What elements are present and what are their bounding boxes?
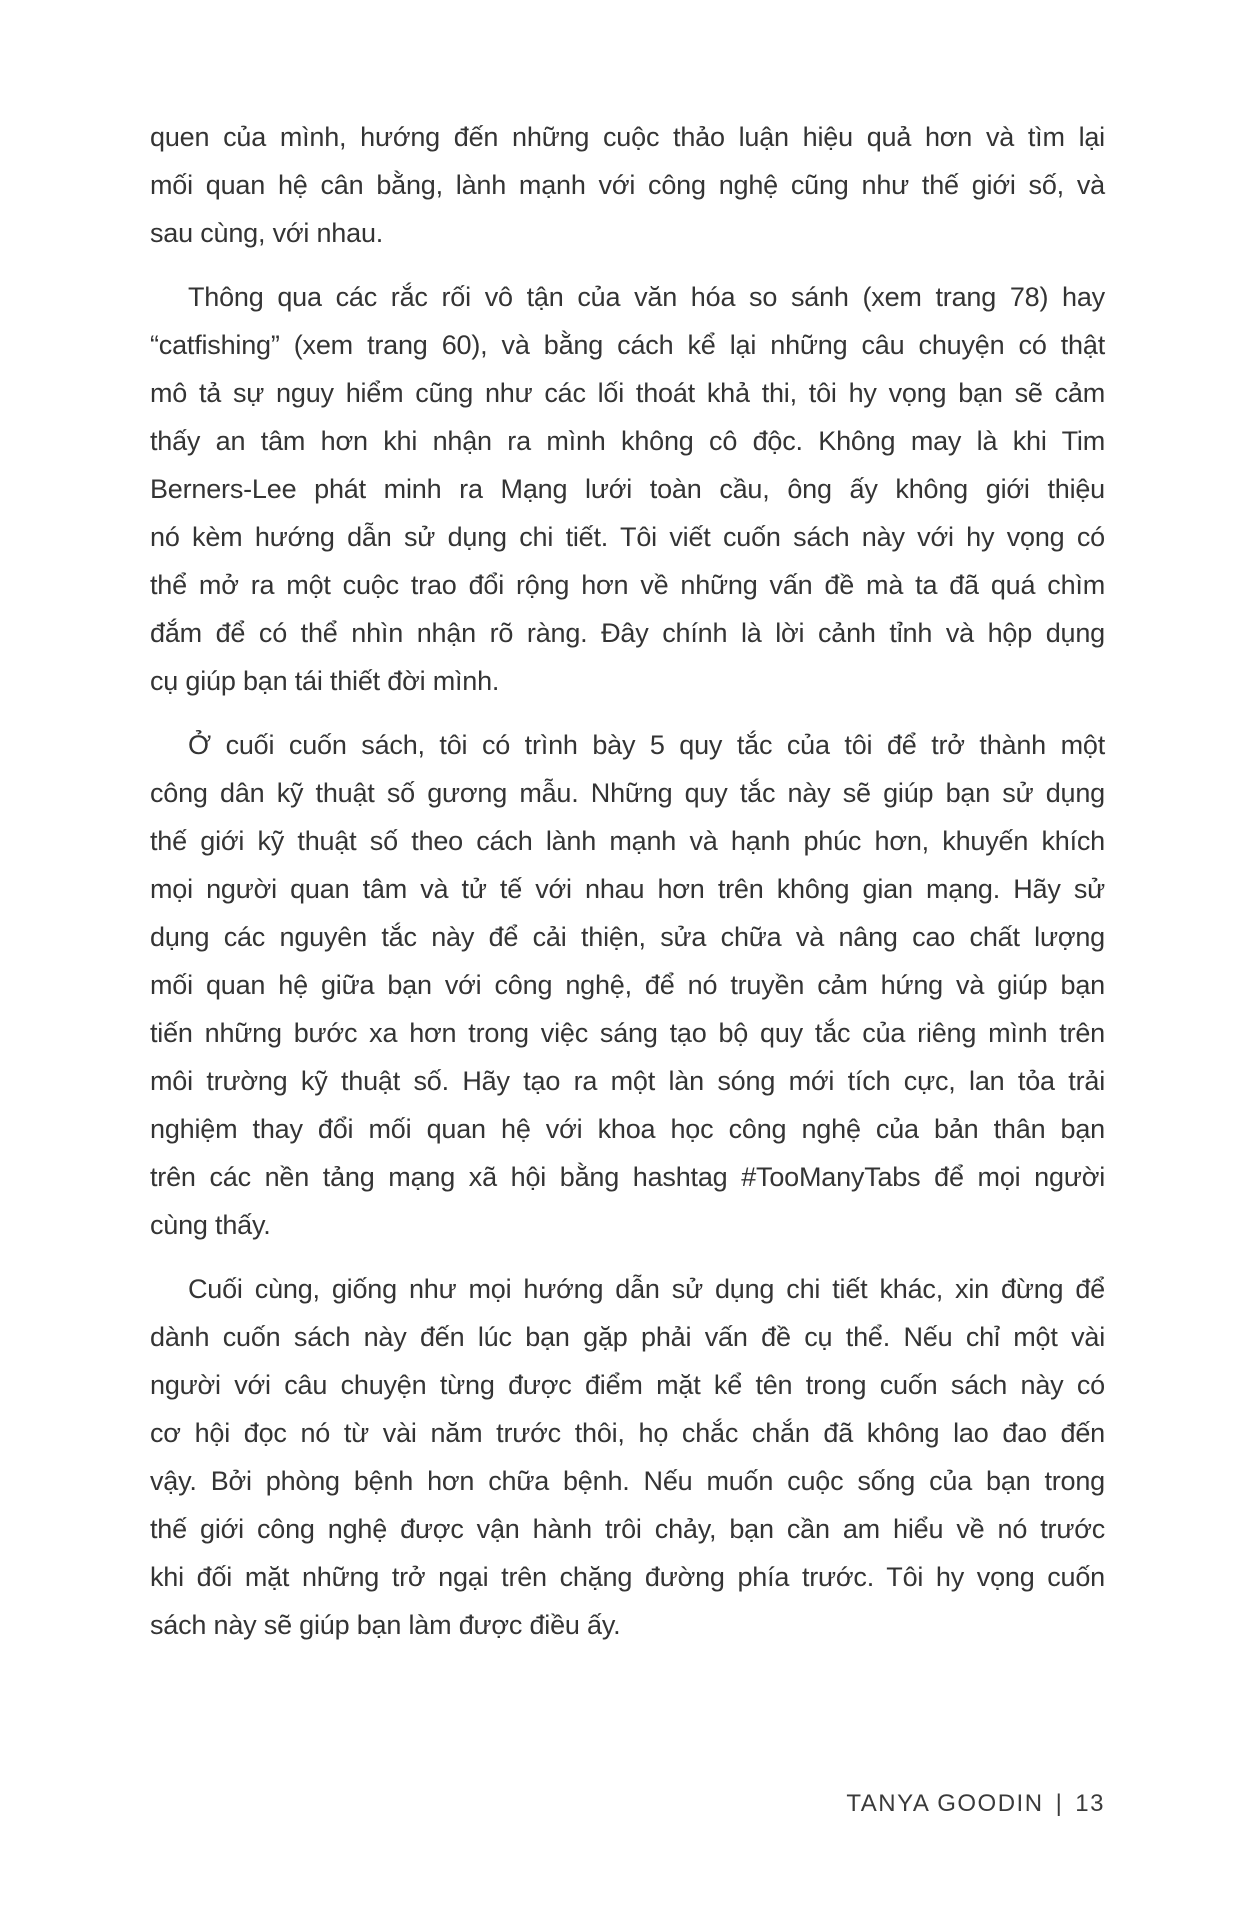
paragraph (150, 273, 1105, 705)
text-line: người với câu chuyện từng được điểm mặt kể tên trong cuốn sách này có (150, 1370, 1105, 1400)
text-line: công dân kỹ thuật số gương mẫu. Những quy tắc này sẽ giúp bạn sử dụng (150, 778, 1105, 808)
text-line: thấy an tâm hơn khi nhận ra mình không cô độc. Không may là khi Tim (150, 426, 1105, 456)
text-line: cơ hội đọc nó từ vài năm trước thôi, họ chắc chắn đã không lao đao đến (150, 1418, 1105, 1448)
footer-separator: | (1055, 1790, 1064, 1817)
text-line: đắm để có thể nhìn nhận rõ ràng. Đây chính là lời cảnh tỉnh và hộp dụng (150, 618, 1105, 648)
text-line: “catfishing” (xem trang 60), và bằng cách kể lại những câu chuyện có thật (150, 330, 1105, 360)
text-line: sách này sẽ giúp bạn làm được điều ấy. (150, 1610, 621, 1640)
page-number: 13 (1075, 1790, 1105, 1817)
text-line: Berners-Lee phát minh ra Mạng lưới toàn cầu, ông ấy không giới thiệu (150, 474, 1105, 504)
text-line: tiến những bước xa hơn trong việc sáng tạo bộ quy tắc của riêng mình trên (150, 1018, 1105, 1048)
text-line: dụng các nguyên tắc này để cải thiện, sửa chữa và nâng cao chất lượng (150, 922, 1105, 952)
text-line: khi đối mặt những trở ngại trên chặng đường phía trước. Tôi hy vọng cuốn (150, 1562, 1105, 1592)
text-line: Ở cuối cuốn sách, tôi có trình bày 5 quy tắc của tôi để trở thành một (188, 730, 1105, 760)
text-line: cụ giúp bạn tái thiết đời mình. (150, 666, 500, 696)
paragraph (150, 1265, 1105, 1649)
text-line: nghiệm thay đổi mối quan hệ với khoa học công nghệ của bản thân bạn (150, 1114, 1105, 1144)
text-line: cùng thấy. (150, 1210, 271, 1240)
text-line: vậy. Bởi phòng bệnh hơn chữa bệnh. Nếu muốn cuộc sống của bạn trong (150, 1466, 1105, 1496)
text-line: thể mở ra một cuộc trao đổi rộng hơn về những vấn đề mà ta đã quá chìm (150, 570, 1105, 600)
text-line: thế giới công nghệ được vận hành trôi chảy, bạn cần am hiểu về nó trước (150, 1514, 1105, 1544)
text-line: mọi người quan tâm và tử tế với nhau hơn trên không gian mạng. Hãy sử (150, 874, 1105, 904)
text-line: dành cuốn sách này đến lúc bạn gặp phải vấn đề cụ thể. Nếu chỉ một vài (150, 1322, 1105, 1352)
text-line: thế giới kỹ thuật số theo cách lành mạnh và hạnh phúc hơn, khuyến khích (150, 826, 1105, 856)
paragraph (150, 113, 1105, 257)
text-line: mối quan hệ giữa bạn với công nghệ, để nó truyền cảm hứng và giúp bạn (150, 970, 1105, 1000)
text-line: Thông qua các rắc rối vô tận của văn hóa so sánh (xem trang 78) hay (188, 282, 1105, 312)
text-line: sau cùng, với nhau. (150, 218, 384, 248)
text-line: quen của mình, hướng đến những cuộc thảo luận hiệu quả hơn và tìm lại (150, 122, 1105, 152)
page-footer (846, 1788, 1105, 1820)
text-line: mối quan hệ cân bằng, lành mạnh với công nghệ cũng như thế giới số, và (150, 170, 1105, 200)
text-line: trên các nền tảng mạng xã hội bằng hashtag #TooManyTabs để mọi người (150, 1162, 1105, 1192)
text-line: Cuối cùng, giống như mọi hướng dẫn sử dụng chi tiết khác, xin đừng để (188, 1274, 1105, 1304)
text-line: mô tả sự nguy hiểm cũng như các lối thoát khả thi, tôi hy vọng bạn sẽ cảm (150, 378, 1105, 408)
text-line: nó kèm hướng dẫn sử dụng chi tiết. Tôi viết cuốn sách này với hy vọng có (150, 522, 1105, 552)
paragraph (150, 721, 1105, 1249)
text-line: môi trường kỹ thuật số. Hãy tạo ra một làn sóng mới tích cực, lan tỏa trải (150, 1066, 1105, 1096)
page-text-block (150, 113, 1105, 1649)
running-footer-author: TANYA GOODIN (846, 1790, 1044, 1817)
